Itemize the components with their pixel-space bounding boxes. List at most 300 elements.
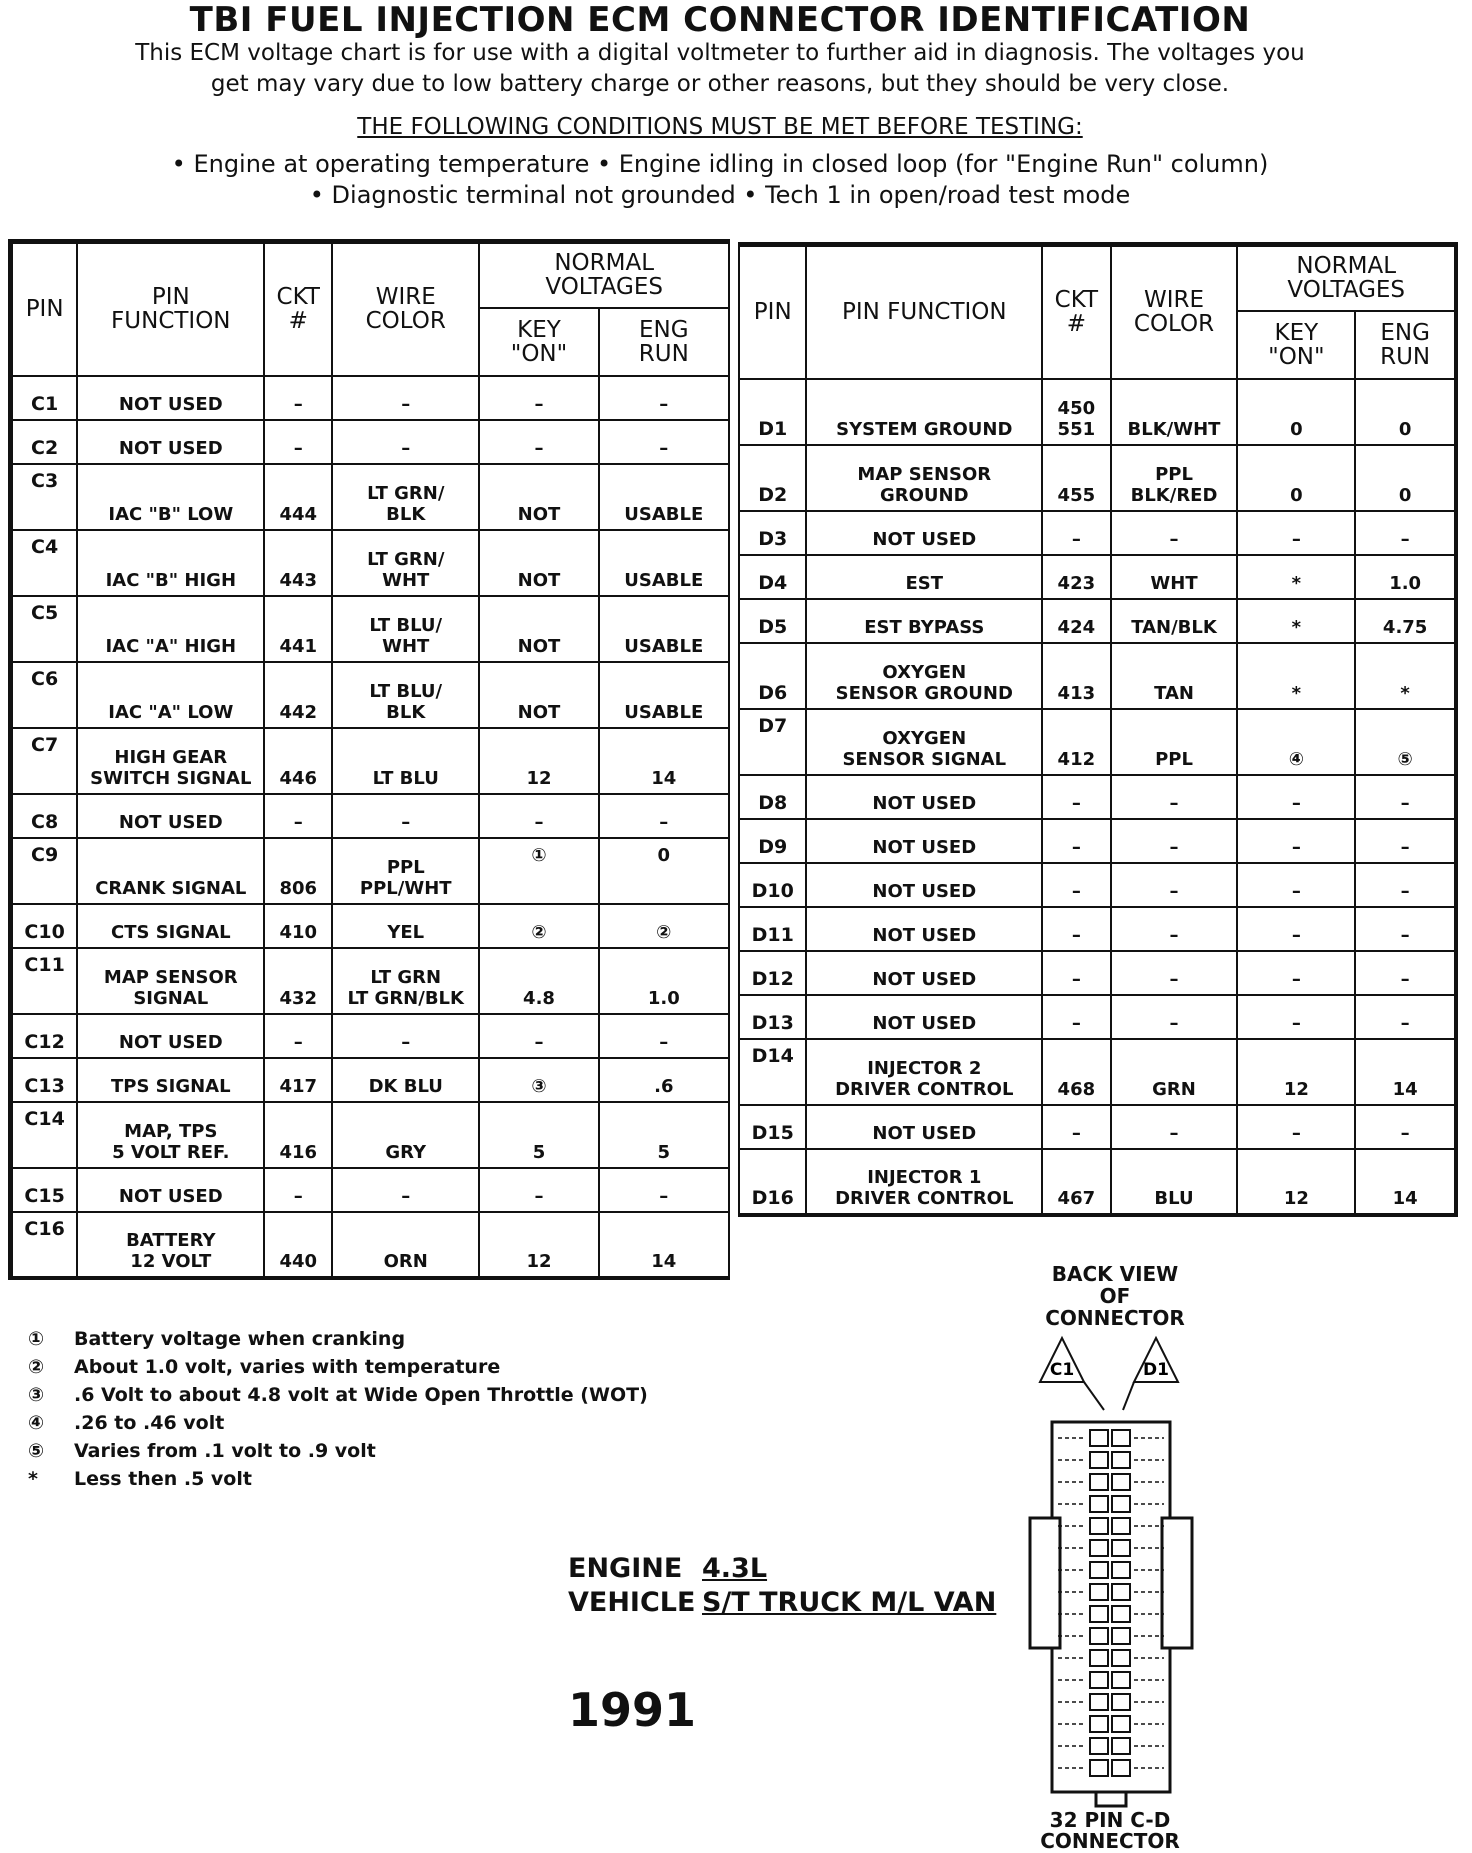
eng-run-cell: – [599, 794, 729, 838]
function-cell: NOT USED [806, 863, 1042, 907]
connector-bottom-label: 32 PIN C-D CONNECTOR [1040, 1808, 1180, 1853]
wire-color-cell: – [332, 376, 479, 420]
key-on-cell: – [479, 420, 598, 464]
connector-pin [1112, 1606, 1130, 1622]
header-pin-function: PIN FUNCTION [77, 242, 264, 376]
table-row [739, 1105, 1456, 1149]
eng-run-cell: – [1355, 1105, 1456, 1149]
wire-color-cell: DK BLU [332, 1058, 479, 1102]
wire-color-cell: – [1111, 775, 1238, 819]
connector-pin [1112, 1738, 1130, 1754]
table-row [11, 1058, 730, 1102]
ckt-cell: – [1042, 863, 1110, 907]
connector-pin [1112, 1628, 1130, 1644]
connector-pin [1112, 1760, 1130, 1776]
table-row [739, 709, 1456, 775]
eng-run-cell: USABLE [599, 662, 729, 728]
key-on-cell: * [1237, 643, 1355, 709]
eng-run-cell: 1.0 [1355, 555, 1456, 599]
footnote-text: Varies from .1 volt to .9 volt [74, 1440, 376, 1462]
footnote-item [28, 1325, 648, 1353]
ckt-cell: 413 [1042, 643, 1110, 709]
function-cell: IAC "B" HIGH [77, 530, 264, 596]
ckt-cell: 417 [264, 1058, 332, 1102]
table-row [739, 1039, 1456, 1105]
key-on-cell: ③ [479, 1058, 598, 1102]
key-on-cell: NOT [479, 662, 598, 728]
pin-cell: D6 [739, 643, 806, 709]
table-row [739, 775, 1456, 819]
key-on-cell: * [1237, 555, 1355, 599]
key-on-cell: – [1237, 1105, 1355, 1149]
header-normal-voltages: NORMAL VOLTAGES [479, 242, 729, 308]
wire-color-cell: LT GRN/ BLK [332, 464, 479, 530]
function-cell: OXYGEN SENSOR GROUND [806, 643, 1042, 709]
wire-color-cell: – [332, 794, 479, 838]
footnote-marker: ⑤ [28, 1440, 45, 1462]
function-cell: HIGH GEAR SWITCH SIGNAL [77, 728, 264, 794]
eng-run-cell: – [599, 376, 729, 420]
table-row [11, 1168, 730, 1212]
wire-color-cell: – [332, 1014, 479, 1058]
function-cell: NOT USED [77, 1168, 264, 1212]
connector-left-latch [1030, 1518, 1060, 1648]
ckt-cell: 440 [264, 1212, 332, 1278]
connector-pin [1090, 1452, 1108, 1468]
ckt-cell: – [264, 1014, 332, 1058]
function-cell: BATTERY 12 VOLT [77, 1212, 264, 1278]
engine-vehicle-block [568, 1552, 996, 1620]
key-on-cell: ④ [1237, 709, 1355, 775]
eng-run-cell: 0 [1355, 379, 1456, 445]
key-on-cell: – [479, 1014, 598, 1058]
pin-cell: D3 [739, 511, 806, 555]
d-connector-table [738, 242, 1458, 1217]
table-row [739, 1149, 1456, 1215]
pin-cell: C6 [11, 662, 78, 728]
connector-pin [1112, 1518, 1130, 1534]
table-row [739, 951, 1456, 995]
connector-top-label: BACK VIEW OF CONNECTOR [1045, 1262, 1185, 1330]
eng-run-cell: 14 [1355, 1039, 1456, 1105]
table-row [11, 1102, 730, 1168]
key-on-cell: NOT [479, 464, 598, 530]
table-row [739, 445, 1456, 511]
connector-pin [1090, 1474, 1108, 1490]
key-on-cell: – [1237, 819, 1355, 863]
key-on-cell: – [479, 794, 598, 838]
wire-color-cell: LT BLU [332, 728, 479, 794]
connector-pin [1112, 1452, 1130, 1468]
eng-run-cell: – [1355, 775, 1456, 819]
table-row [739, 995, 1456, 1039]
wire-color-cell: ORN [332, 1212, 479, 1278]
c-connector-table [8, 239, 730, 1280]
function-cell: INJECTOR 1 DRIVER CONTROL [806, 1149, 1042, 1215]
eng-run-cell: – [1355, 863, 1456, 907]
pin-cell: D9 [739, 819, 806, 863]
connector-tab [1096, 1792, 1126, 1806]
key-on-cell: ② [479, 904, 598, 948]
pin-cell: C7 [11, 728, 78, 794]
pin-cell: C4 [11, 530, 78, 596]
connector-pin [1112, 1694, 1130, 1710]
c1-leader-line [1084, 1382, 1104, 1410]
key-on-cell: – [1237, 995, 1355, 1039]
pin-cell: C5 [11, 596, 78, 662]
table-row [739, 819, 1456, 863]
ckt-cell: – [264, 420, 332, 464]
wire-color-cell: – [1111, 511, 1238, 555]
ckt-cell: – [1042, 995, 1110, 1039]
wire-color-cell: – [1111, 863, 1238, 907]
ckt-cell: – [1042, 819, 1110, 863]
eng-run-cell: 14 [599, 1212, 729, 1278]
eng-run-cell: 1.0 [599, 948, 729, 1014]
wire-color-cell: BLU [1111, 1149, 1238, 1215]
connector-right-latch [1162, 1518, 1192, 1648]
ckt-cell: 468 [1042, 1039, 1110, 1105]
d1-leader-line [1123, 1382, 1134, 1410]
engine-value: 4.3L [702, 1553, 768, 1584]
eng-run-cell: – [599, 1014, 729, 1058]
header-wire-color: WIRE COLOR [332, 242, 479, 376]
intro-line-2: get may vary due to low battery charge or other reasons, but they should be very close. [210, 71, 1230, 97]
ckt-cell: – [1042, 1105, 1110, 1149]
conditions-line-2: • Diagnostic terminal not grounded • Tech 1 in open/road test mode [309, 181, 1131, 209]
ckt-cell: – [1042, 951, 1110, 995]
connector-pin [1112, 1584, 1130, 1600]
eng-run-cell: 14 [599, 728, 729, 794]
pin-cell: C2 [11, 420, 78, 464]
ckt-cell: 423 [1042, 555, 1110, 599]
pin-cell: C15 [11, 1168, 78, 1212]
connector-pin [1112, 1496, 1130, 1512]
engine-label: ENGINE [568, 1553, 683, 1584]
footnote-item [28, 1437, 648, 1465]
table-row [11, 662, 730, 728]
table-row [739, 907, 1456, 951]
key-on-cell: NOT [479, 530, 598, 596]
conditions-line-1: • Engine at operating temperature • Engine idling in closed loop (for "Engine Run" column) [171, 150, 1269, 178]
pin-cell: C3 [11, 464, 78, 530]
footnote-text: About 1.0 volt, varies with temperature [74, 1356, 501, 1378]
function-cell: EST [806, 555, 1042, 599]
conditions-heading: THE FOLLOWING CONDITIONS MUST BE MET BEFORE TESTING: [357, 114, 1083, 140]
pin-cell: C9 [11, 838, 78, 904]
connector-pin [1090, 1738, 1108, 1754]
function-cell: EST BYPASS [806, 599, 1042, 643]
function-cell: NOT USED [806, 995, 1042, 1039]
header-eng-run: ENG RUN [1355, 311, 1456, 379]
table-row [11, 904, 730, 948]
ckt-cell: 424 [1042, 599, 1110, 643]
function-cell: NOT USED [806, 775, 1042, 819]
key-on-cell: 0 [1237, 445, 1355, 511]
ckt-cell: 455 [1042, 445, 1110, 511]
footnote-text: Battery voltage when cranking [74, 1328, 406, 1350]
vehicle-value: S/T TRUCK M/L VAN [702, 1587, 997, 1618]
function-cell: NOT USED [806, 511, 1042, 555]
header-pin: PIN [739, 245, 806, 379]
wire-color-cell: – [332, 420, 479, 464]
ckt-cell: – [264, 794, 332, 838]
header-pin: PIN [11, 242, 78, 376]
wire-color-cell: LT GRN/ WHT [332, 530, 479, 596]
eng-run-cell: 0 [1355, 445, 1456, 511]
wire-color-cell: GRN [1111, 1039, 1238, 1105]
function-cell: NOT USED [77, 1014, 264, 1058]
table-row [11, 464, 730, 530]
pin-cell: C1 [11, 376, 78, 420]
key-on-cell: * [1237, 599, 1355, 643]
footnote-marker: ④ [28, 1412, 45, 1434]
ckt-cell: 441 [264, 596, 332, 662]
pin-cell: D2 [739, 445, 806, 511]
connector-pin [1112, 1650, 1130, 1666]
pin-cell: C10 [11, 904, 78, 948]
ckt-cell: 467 [1042, 1149, 1110, 1215]
pin-cell: D14 [739, 1039, 806, 1105]
table-row [11, 376, 730, 420]
footnote-marker: ① [28, 1328, 45, 1350]
wire-color-cell: – [1111, 907, 1238, 951]
function-cell: TPS SIGNAL [77, 1058, 264, 1102]
wire-color-cell: PPL BLK/RED [1111, 445, 1238, 511]
wire-color-cell: PPL [1111, 709, 1238, 775]
footnotes [28, 1325, 648, 1493]
wire-color-cell: LT BLU/ BLK [332, 662, 479, 728]
connector-pin [1112, 1430, 1130, 1446]
wire-color-cell: PPL PPL/WHT [332, 838, 479, 904]
table-row [11, 596, 730, 662]
table-row [739, 555, 1456, 599]
key-on-cell: ① [479, 838, 598, 904]
function-cell: NOT USED [806, 951, 1042, 995]
eng-run-cell: .6 [599, 1058, 729, 1102]
connector-pin [1090, 1672, 1108, 1688]
pin-cell: D8 [739, 775, 806, 819]
pin-cell: D16 [739, 1149, 806, 1215]
eng-run-cell: USABLE [599, 464, 729, 530]
function-cell: NOT USED [806, 907, 1042, 951]
table-row [11, 1014, 730, 1058]
table-row [11, 420, 730, 464]
key-on-cell: 12 [479, 728, 598, 794]
connector-pin [1090, 1496, 1108, 1512]
table-row [739, 511, 1456, 555]
header-key-on: KEY "ON" [1237, 311, 1355, 379]
table-row [739, 643, 1456, 709]
connector-pin [1090, 1760, 1108, 1776]
table-row [11, 530, 730, 596]
ckt-cell: – [264, 1168, 332, 1212]
connector-pin [1090, 1430, 1108, 1446]
ckt-cell: 450 551 [1042, 379, 1110, 445]
function-cell: CRANK SIGNAL [77, 838, 264, 904]
eng-run-cell: ② [599, 904, 729, 948]
pin-cell: C13 [11, 1058, 78, 1102]
connector-pin [1090, 1540, 1108, 1556]
pin-cell: D5 [739, 599, 806, 643]
pin-cell: D11 [739, 907, 806, 951]
pin-cell: D7 [739, 709, 806, 775]
function-cell: MAP SENSOR GROUND [806, 445, 1042, 511]
ckt-cell: 432 [264, 948, 332, 1014]
eng-run-cell: – [1355, 511, 1456, 555]
key-on-cell: – [479, 376, 598, 420]
footnote-text: .26 to .46 volt [74, 1412, 225, 1434]
footnote-marker: ② [28, 1356, 45, 1378]
function-cell: NOT USED [77, 376, 264, 420]
page-title: TBI FUEL INJECTION ECM CONNECTOR IDENTIFICATION [189, 0, 1251, 40]
connector-pin [1090, 1562, 1108, 1578]
ckt-cell: 442 [264, 662, 332, 728]
footnote-item [28, 1381, 648, 1409]
connector-pin [1090, 1650, 1108, 1666]
eng-run-cell: * [1355, 643, 1456, 709]
wire-color-cell: – [1111, 951, 1238, 995]
header-eng-run: ENG RUN [599, 308, 729, 376]
key-on-cell: – [1237, 951, 1355, 995]
function-cell: OXYGEN SENSOR SIGNAL [806, 709, 1042, 775]
connector-diagram [1020, 1330, 1210, 1808]
ckt-cell: 412 [1042, 709, 1110, 775]
eng-run-cell: – [1355, 995, 1456, 1039]
key-on-cell: 12 [479, 1212, 598, 1278]
key-on-cell: 0 [1237, 379, 1355, 445]
wire-color-cell: – [1111, 819, 1238, 863]
wire-color-cell: TAN [1111, 643, 1238, 709]
footnote-text: Less then .5 volt [74, 1468, 252, 1490]
connector-pin [1090, 1606, 1108, 1622]
connector-pin [1090, 1716, 1108, 1732]
pin-cell: C8 [11, 794, 78, 838]
c1-marker-label: C1 [1049, 1360, 1075, 1380]
wire-color-cell: – [332, 1168, 479, 1212]
key-on-cell: 5 [479, 1102, 598, 1168]
pin-cell: C14 [11, 1102, 78, 1168]
ckt-cell: 443 [264, 530, 332, 596]
function-cell: IAC "A" LOW [77, 662, 264, 728]
connector-pin [1112, 1474, 1130, 1490]
key-on-cell: NOT [479, 596, 598, 662]
pin-cell: C12 [11, 1014, 78, 1058]
eng-run-cell: 14 [1355, 1149, 1456, 1215]
pin-cell: D1 [739, 379, 806, 445]
ckt-cell: – [1042, 907, 1110, 951]
wire-color-cell: – [1111, 995, 1238, 1039]
table-row [739, 379, 1456, 445]
eng-run-cell: USABLE [599, 596, 729, 662]
pin-cell: C16 [11, 1212, 78, 1278]
connector-pin [1112, 1716, 1130, 1732]
wire-color-cell: TAN/BLK [1111, 599, 1238, 643]
function-cell: SYSTEM GROUND [806, 379, 1042, 445]
table-row [11, 728, 730, 794]
footnote-item [28, 1465, 648, 1493]
key-on-cell: – [1237, 775, 1355, 819]
eng-run-cell: – [599, 420, 729, 464]
key-on-cell: 4.8 [479, 948, 598, 1014]
function-cell: NOT USED [77, 794, 264, 838]
intro-line-1: This ECM voltage chart is for use with a digital voltmeter to further aid in diagnosis. The voltages you [135, 40, 1305, 66]
connector-pin [1112, 1562, 1130, 1578]
connector-pin [1090, 1518, 1108, 1534]
ckt-cell: – [264, 376, 332, 420]
wire-color-cell: LT GRN LT GRN/BLK [332, 948, 479, 1014]
footnote-item [28, 1409, 648, 1437]
eng-run-cell: – [1355, 951, 1456, 995]
eng-run-cell: 0 [599, 838, 729, 904]
ckt-cell: – [1042, 775, 1110, 819]
connector-pin [1112, 1540, 1130, 1556]
pin-cell: D12 [739, 951, 806, 995]
footnote-text: .6 Volt to about 4.8 volt at Wide Open Throttle (WOT) [74, 1384, 648, 1406]
connector-pin [1090, 1694, 1108, 1710]
function-cell: NOT USED [806, 1105, 1042, 1149]
footnote-marker: * [28, 1468, 38, 1490]
function-cell: NOT USED [77, 420, 264, 464]
wire-color-cell: – [1111, 1105, 1238, 1149]
eng-run-cell: 5 [599, 1102, 729, 1168]
function-cell: IAC "B" LOW [77, 464, 264, 530]
model-year: 1991 [568, 1683, 697, 1737]
key-on-cell: 12 [1237, 1039, 1355, 1105]
pin-cell: D4 [739, 555, 806, 599]
function-cell: INJECTOR 2 DRIVER CONTROL [806, 1039, 1042, 1105]
function-cell: MAP, TPS 5 VOLT REF. [77, 1102, 264, 1168]
wire-color-cell: LT BLU/ WHT [332, 596, 479, 662]
key-on-cell: – [1237, 907, 1355, 951]
function-cell: NOT USED [806, 819, 1042, 863]
eng-run-cell: – [599, 1168, 729, 1212]
pin-cell: D10 [739, 863, 806, 907]
header-pin-function: PIN FUNCTION [806, 245, 1042, 379]
eng-run-cell: – [1355, 819, 1456, 863]
connector-pin [1112, 1672, 1130, 1688]
table-row [11, 794, 730, 838]
header-key-on: KEY "ON" [479, 308, 598, 376]
ckt-cell: 410 [264, 904, 332, 948]
wire-color-cell: YEL [332, 904, 479, 948]
vehicle-label: VEHICLE [568, 1587, 696, 1618]
wire-color-cell: BLK/WHT [1111, 379, 1238, 445]
header-ckt: CKT # [264, 242, 332, 376]
ckt-cell: – [1042, 511, 1110, 555]
connector-pin [1090, 1584, 1108, 1600]
connector-pin [1090, 1628, 1108, 1644]
table-row [11, 1212, 730, 1278]
function-cell: IAC "A" HIGH [77, 596, 264, 662]
eng-run-cell: USABLE [599, 530, 729, 596]
function-cell: MAP SENSOR SIGNAL [77, 948, 264, 1014]
header-normal-voltages: NORMAL VOLTAGES [1237, 245, 1456, 311]
eng-run-cell: – [1355, 907, 1456, 951]
key-on-cell: – [1237, 863, 1355, 907]
ckt-cell: 446 [264, 728, 332, 794]
pin-cell: C11 [11, 948, 78, 1014]
d1-marker-label: D1 [1143, 1360, 1169, 1380]
ckt-cell: 806 [264, 838, 332, 904]
header-wire-color: WIRE COLOR [1111, 245, 1238, 379]
key-on-cell: – [1237, 511, 1355, 555]
eng-run-cell: ⑤ [1355, 709, 1456, 775]
key-on-cell: 12 [1237, 1149, 1355, 1215]
pin-cell: D15 [739, 1105, 806, 1149]
eng-run-cell: 4.75 [1355, 599, 1456, 643]
function-cell: CTS SIGNAL [77, 904, 264, 948]
